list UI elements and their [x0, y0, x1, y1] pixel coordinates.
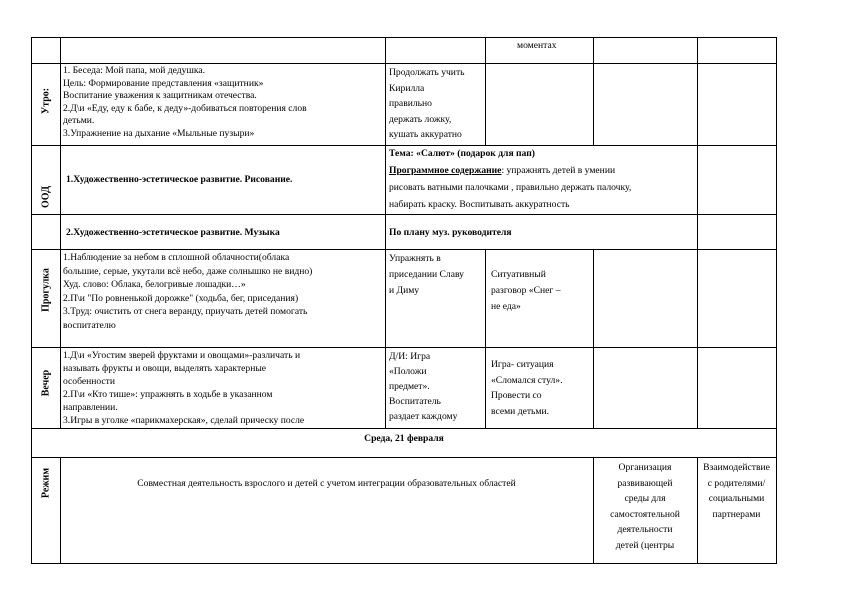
utro-main-cell: [63, 65, 383, 145]
vecher-main-cell: [63, 349, 383, 427]
vecher-individual-line-5: раздает каждому: [389, 411, 458, 422]
grid-line-org-col-top: [593, 37, 594, 145]
ood-row1-theme: Тема: «Салют» (подарок для пап): [389, 148, 535, 159]
progulka-individual-cell: [389, 251, 484, 346]
organization-heading-line-1: Организация: [618, 462, 672, 473]
grid-line-ood-top: [31, 145, 777, 146]
progulka-situational-line-2: разговор «Снег –: [491, 285, 561, 296]
utro-individual-line-2: Кирилла: [389, 82, 425, 94]
grid-line-vecher-top: [31, 347, 777, 348]
organization-heading-cell: [593, 460, 697, 563]
vecher-situational-line-2: «Сломался стул».: [491, 374, 563, 386]
vecher-main-line-1: 1.Д\и «Угостим зверей фруктами и овощами»-различать и: [63, 350, 301, 361]
progulka-main-cell: [63, 251, 383, 346]
momentam-text: моментах: [517, 40, 557, 51]
organization-heading-line-2: развивающей: [617, 477, 673, 489]
utro-individual-line-4: держать ложку,: [389, 113, 452, 125]
grid-line-left: [31, 37, 32, 564]
grid-line-int-col-a: [697, 37, 698, 428]
ood-row1-subject: 1.Художественно-эстетическое развитие. Рисование.: [66, 174, 293, 185]
grid-line-main-col-ood: [385, 145, 386, 249]
rezhim-label: Режим: [40, 467, 52, 499]
interaction-heading-line-3: социальными: [708, 493, 765, 504]
organization-heading-line-5: деятельности: [617, 524, 673, 535]
progulka-main-line-2: большие, серые, укутали всё небо, даже солнышко не видно): [63, 265, 313, 277]
progulka-individual-line-3: и Диму: [389, 285, 420, 296]
progulka-main-line-4: 2.П\и "По ровненькой дорожке" (ходьба, бег, приседания): [63, 292, 299, 304]
vecher-individual-cell: [389, 349, 484, 427]
vecher-individual-line-6: [389, 424, 484, 427]
utro-individual-line-5: кушать аккуратно: [389, 129, 462, 140]
progulka-label: Прогулка: [40, 268, 52, 312]
grid-line-right: [776, 37, 777, 564]
interaction-heading-cell: [697, 460, 776, 563]
vecher-main-line-4: 2.П\и «Кто тише»: упражнять в ходьбе в указанном: [63, 389, 273, 400]
vecher-situational-line-3: Провести со: [491, 390, 542, 401]
vecher-main-line-3: особенности: [63, 376, 115, 387]
progulka-main-line-1: 1.Наблюдение за небом в сплошной облачности(облака: [63, 252, 290, 263]
ood-row1-content-line-3: набирать краску. Воспитывать аккуратность: [389, 199, 570, 210]
grid-line-main-col-a: [385, 37, 386, 145]
organization-heading-line-3: среды для: [624, 493, 666, 504]
progulka-situational-cell: [491, 267, 591, 345]
vecher-situational-line-4: всеми детьми.: [491, 405, 550, 417]
grid-line-sit-col-bottom: [485, 249, 486, 428]
utro-main-line-6: 3.Упражнение на дыхание «Мыльные пузыри»: [63, 127, 255, 139]
ood-row1-content-line-2: рисовать ватными палочками , правильно держать палочку,: [389, 182, 632, 193]
progulka-individual-line-1: Упражнять в: [389, 253, 441, 264]
grid-line-sit-col-top: [485, 37, 486, 145]
grid-line-top: [31, 37, 777, 38]
progulka-individual-line-2: приседании Славу: [389, 269, 464, 280]
interaction-heading-line-1: Взаимодействие: [703, 462, 770, 473]
vecher-situational-cell: [491, 357, 591, 427]
utro-main-line-4: 2.Д\и «Еду, еду к бабе, к деду»-добиваться повторения слов: [63, 102, 307, 114]
grid-line-label-col-bottom: [60, 457, 61, 563]
grid-line-bottom: [31, 563, 777, 564]
utro-individual-line-3: правильно: [389, 98, 432, 109]
vecher-main-line-5: направлении.: [63, 402, 118, 413]
progulka-main-line-6: воспитателю: [63, 319, 116, 331]
utro-main-line-3: Воспитание уважения к защитникам отечества.: [63, 90, 257, 101]
ood-row2-plan: По плану муз. руководителя: [389, 227, 512, 238]
day-header: Среда, 21 февраля: [364, 433, 444, 444]
organization-heading-line-6: детей (центры: [615, 539, 675, 551]
ood-program-content-text: : упражнять детей в умении: [501, 165, 616, 176]
progulka-situational-line-1: Ситуативный: [491, 269, 546, 280]
vecher-main-line-6: 3.Игры в уголке «парикмахерская», сделай прическу после: [63, 415, 305, 426]
vecher-individual-line-3: предмет».: [389, 381, 430, 392]
vecher-individual-line-4: Воспитатель: [389, 396, 441, 407]
vecher-situational-line-1: Игра- ситуация: [491, 359, 554, 370]
grid-line-main-col-b: [385, 249, 386, 428]
vecher-label: Вечер: [40, 369, 52, 397]
progulka-main-line-5: 3.Труд: очистить от снега веранду, приучать детей помогать: [63, 306, 308, 317]
grid-line-utro-top: [31, 63, 777, 64]
vecher-individual-line-2: «Положи: [389, 366, 427, 377]
utro-main-line-1: 1. Беседа: Мой папа, мой дедушка.: [63, 65, 206, 76]
grid-line-day-top: [31, 428, 777, 429]
progulka-main-line-3: Худ. слово: Облака, белогривые лошадки…»: [63, 279, 246, 290]
grid-line-label-col: [60, 37, 61, 428]
utro-main-line-2: Цель: Формирование представления «защитник»: [63, 77, 264, 89]
organization-heading-line-4: самостоятельной: [610, 508, 680, 520]
ood-label: ООД: [40, 186, 52, 208]
ood-program-content-heading: Программное содержание: [389, 165, 502, 176]
interaction-heading-line-4: партнерами: [712, 508, 761, 520]
ood-row1-content-line-1: [389, 165, 615, 178]
grid-line-day-bottom: [31, 457, 777, 458]
interaction-heading-line-2: с родителями/: [707, 477, 766, 489]
joint-activity-heading: Совместная деятельность взрослого и детей с учетом интеграции образовательных областей: [137, 478, 516, 489]
grid-line-org-col-mid: [593, 249, 594, 428]
utro-label: Утро:: [40, 87, 52, 115]
utro-individual-line-1: Продолжать учить: [389, 67, 465, 78]
utro-individual-cell: [389, 65, 484, 145]
vecher-main-line-2: называть фрукты и овощи, выделять характерные: [63, 363, 267, 374]
ood-row2-subject: 2.Художественно-эстетическое развитие. Музыка: [66, 227, 280, 238]
progulka-situational-line-3: не еда»: [491, 301, 521, 312]
utro-main-line-5: детьми.: [63, 115, 95, 126]
grid-line-progulka-top: [31, 249, 777, 250]
vecher-individual-line-1: Д/И: Игра: [389, 351, 431, 362]
grid-line-ood-mid: [31, 214, 777, 215]
